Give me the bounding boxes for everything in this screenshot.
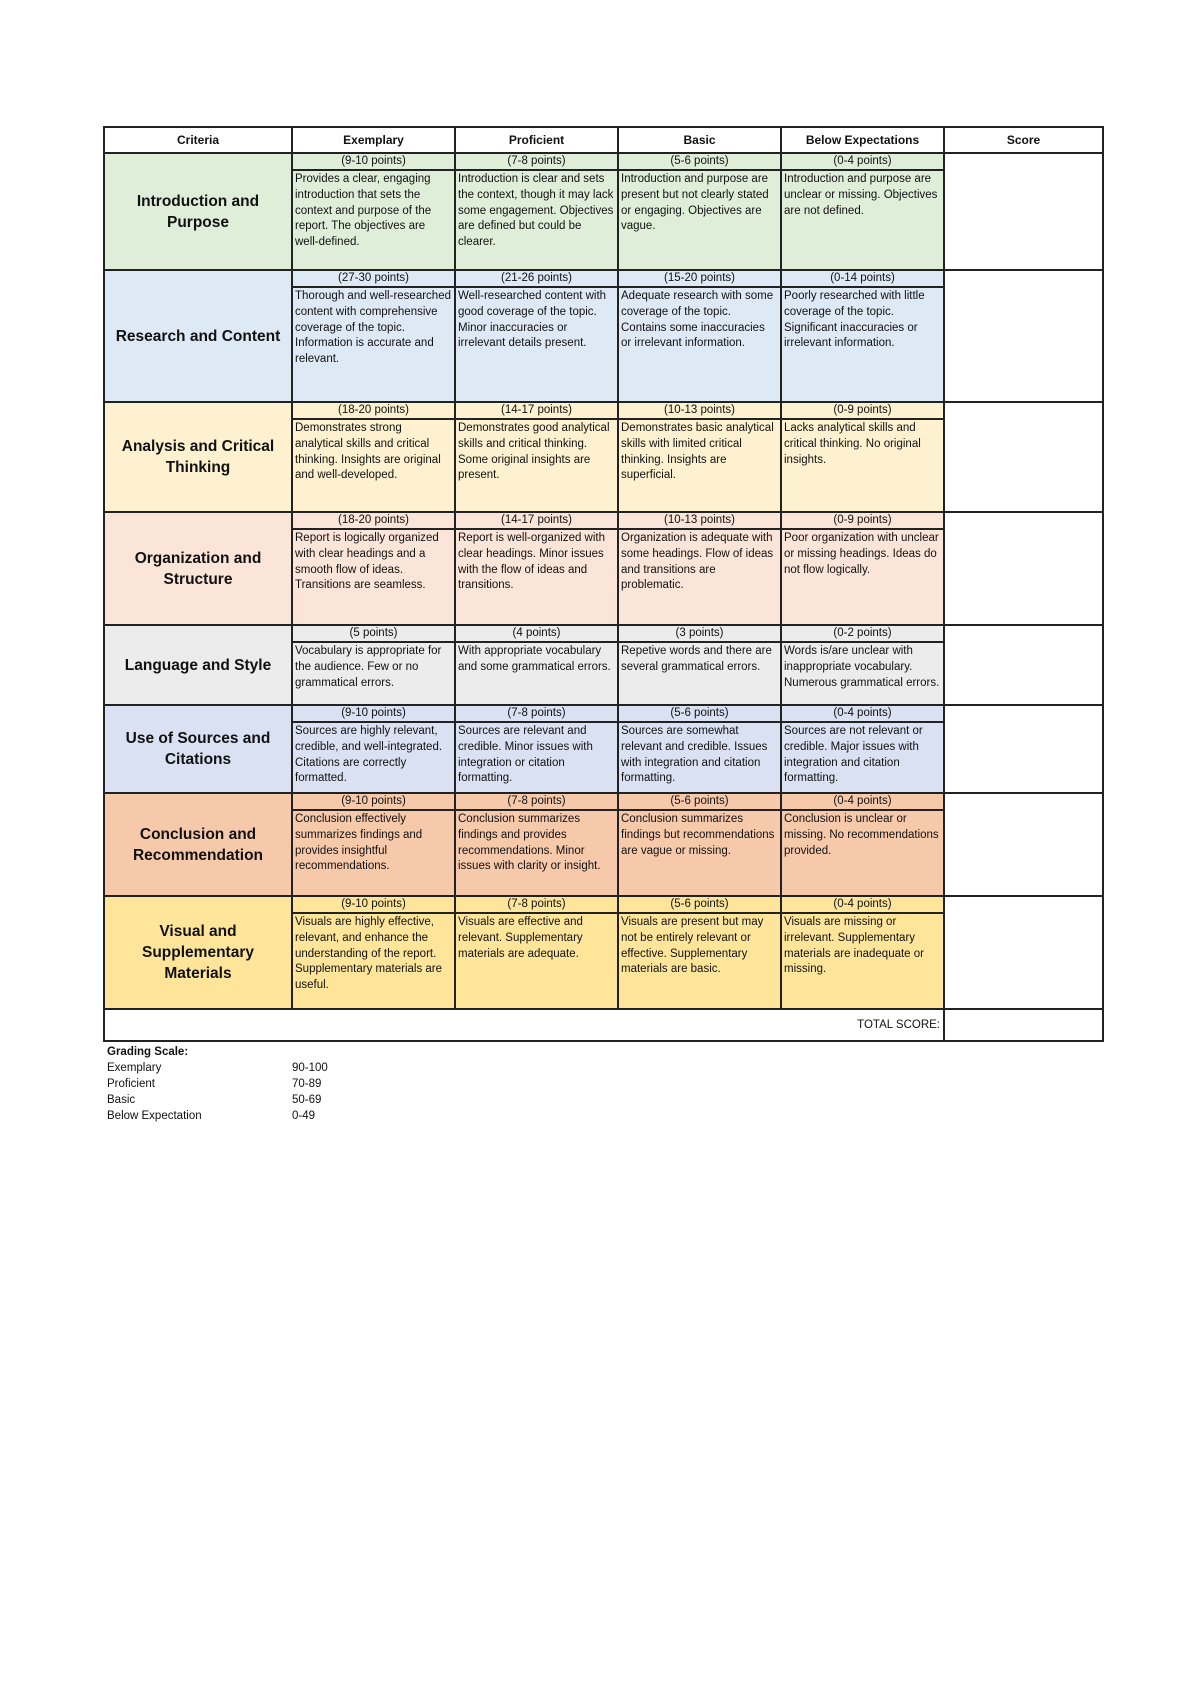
level-cell (781, 402, 944, 512)
rubric-row (104, 512, 1103, 625)
level-description: Visuals are missing or irrelevant. Supplementary materials are inadequate or missing. (784, 916, 924, 976)
header-basic: Basic (618, 127, 781, 153)
criterion-name: Conclusion and Recommendation (104, 793, 292, 896)
level-description: Demonstrates good analytical skills and critical thinking. Some original insights are present. (458, 422, 610, 482)
points-range: (7-8 points) (456, 706, 617, 723)
level-description: Conclusion is unclear or missing. No recommendations provided. (784, 813, 939, 857)
score-cell[interactable] (944, 705, 1103, 793)
level-description: Sources are somewhat relevant and credible. Issues with integration and citation formatting. (621, 725, 768, 785)
score-cell[interactable] (944, 402, 1103, 512)
points-range: (9-10 points) (293, 897, 454, 914)
level-cell (455, 270, 618, 402)
points-range: (14-17 points) (456, 403, 617, 420)
points-range: (0-4 points) (782, 897, 943, 914)
score-cell[interactable] (944, 793, 1103, 896)
level-description: Report is logically organized with clear headings and a smooth flow of ideas. Transitions are seamless. (295, 532, 439, 592)
points-range: (10-13 points) (619, 513, 780, 530)
level-description: Introduction is clear and sets the context, though it may lack some engagement. Objectives are defined but could be clearer. (458, 173, 614, 249)
level-description: Sources are relevant and credible. Minor issues with integration or citation formatting. (458, 725, 593, 785)
level-cell (455, 896, 618, 1009)
rubric-row (104, 705, 1103, 793)
level-cell (292, 896, 455, 1009)
level-cell (618, 270, 781, 402)
grading-scale-item (107, 1108, 328, 1124)
score-cell[interactable] (944, 896, 1103, 1009)
points-range: (5-6 points) (619, 897, 780, 914)
level-description: Organization is adequate with some headings. Flow of ideas and transitions are problematic. (621, 532, 774, 592)
rubric-row (104, 793, 1103, 896)
level-cell (455, 793, 618, 896)
level-description: Visuals are highly effective, relevant, and enhance the understanding of the report. Supplementary materials are useful. (295, 916, 443, 992)
score-cell[interactable] (944, 625, 1103, 705)
criterion-name: Organization and Structure (104, 512, 292, 625)
level-description: Provides a clear, engaging introduction that sets the context and purpose of the report. The objectives are well-defined. (295, 173, 432, 249)
level-description: Report is well-organized with clear headings. Minor issues with the flow of ideas and transitions. (458, 532, 606, 592)
level-cell (781, 625, 944, 705)
grading-scale-item (107, 1060, 328, 1076)
header-criteria: Criteria (104, 127, 292, 153)
points-range: (9-10 points) (293, 794, 454, 811)
level-description: Introduction and purpose are unclear or missing. Objectives are not defined. (784, 173, 938, 217)
level-description: Repetive words and there are several grammatical errors. (621, 645, 772, 673)
grading-scale (107, 1044, 328, 1124)
points-range: (27-30 points) (293, 271, 454, 288)
points-range: (9-10 points) (293, 706, 454, 723)
level-cell (455, 625, 618, 705)
grade-range: 70-89 (292, 1078, 322, 1090)
level-description: Words is/are unclear with inappropriate vocabulary. Numerous grammatical errors. (784, 645, 940, 689)
grade-label: Below Expectation (107, 1110, 202, 1122)
grade-range: 50-69 (292, 1094, 322, 1106)
level-description: Demonstrates basic analytical skills with limited critical thinking. Insights are superficial. (621, 422, 774, 482)
points-range: (7-8 points) (456, 154, 617, 171)
grading-scale-title: Grading Scale: (107, 1046, 189, 1058)
level-cell (618, 153, 781, 270)
level-cell (781, 793, 944, 896)
level-description: Lacks analytical skills and critical thinking. No original insights. (784, 422, 921, 466)
grade-range: 0-49 (292, 1110, 316, 1122)
level-cell (292, 625, 455, 705)
level-description: Conclusion summarizes findings but recommendations are vague or missing. (621, 813, 775, 857)
points-range: (0-4 points) (782, 154, 943, 171)
grade-range: 90-100 (292, 1062, 328, 1074)
points-range: (7-8 points) (456, 897, 617, 914)
score-cell[interactable] (944, 270, 1103, 402)
criterion-name: Language and Style (104, 625, 292, 705)
level-cell (618, 625, 781, 705)
level-cell (292, 270, 455, 402)
level-description: Well-researched content with good coverage of the topic. Minor inaccuracies or irrelevant details present. (458, 290, 607, 350)
criterion-name: Use of Sources and Citations (104, 705, 292, 793)
level-description: Conclusion summarizes findings and provides recommendations. Minor issues with clarity or insight. (458, 813, 601, 873)
points-range: (18-20 points) (293, 513, 454, 530)
level-cell (781, 705, 944, 793)
grading-scale-item (107, 1092, 328, 1108)
rubric-row (104, 270, 1103, 402)
level-cell (292, 153, 455, 270)
points-range: (15-20 points) (619, 271, 780, 288)
criterion-name: Introduction and Purpose (104, 153, 292, 270)
points-range: (0-9 points) (782, 513, 943, 530)
level-description: Adequate research with some coverage of the topic. Contains some inaccuracies or irrelevant information. (621, 290, 774, 350)
header-score: Score (944, 127, 1103, 153)
grade-label: Proficient (107, 1078, 155, 1090)
level-description: With appropriate vocabulary and some grammatical errors. (458, 645, 611, 673)
level-cell (455, 153, 618, 270)
score-cell[interactable] (944, 153, 1103, 270)
grade-label: Basic (107, 1094, 136, 1106)
level-cell (292, 402, 455, 512)
points-range: (5 points) (293, 626, 454, 643)
level-cell (781, 270, 944, 402)
rubric-row (104, 153, 1103, 270)
points-range: (0-14 points) (782, 271, 943, 288)
criterion-name: Research and Content (104, 270, 292, 402)
points-range: (10-13 points) (619, 403, 780, 420)
level-description: Thorough and well-researched content with comprehensive coverage of the topic. Information is accurate and relevant. (295, 290, 451, 366)
level-description: Sources are highly relevant, credible, and well-integrated. Citations are correctly formatted. (295, 725, 443, 785)
rubric-row (104, 625, 1103, 705)
level-description: Poorly researched with little coverage of the topic. Significant inaccuracies or irrelevant information. (784, 290, 925, 350)
level-cell (292, 705, 455, 793)
level-cell (618, 402, 781, 512)
total-score-cell[interactable] (944, 1009, 1103, 1041)
level-description: Poor organization with unclear or missing headings. Ideas do not flow logically. (784, 532, 939, 576)
criterion-name: Visual and Supplementary Materials (104, 896, 292, 1009)
level-description: Sources are not relevant or credible. Major issues with integration and citation formatting. (784, 725, 923, 785)
points-range: (3 points) (619, 626, 780, 643)
header-proficient: Proficient (455, 127, 618, 153)
score-cell[interactable] (944, 512, 1103, 625)
total-score-label: TOTAL SCORE: (104, 1009, 944, 1041)
points-range: (21-26 points) (456, 271, 617, 288)
points-range: (5-6 points) (619, 794, 780, 811)
level-description: Introduction and purpose are present but not clearly stated or engaging. Objectives are vague. (621, 173, 769, 233)
rubric-table (103, 126, 1104, 1042)
level-cell (455, 705, 618, 793)
rubric-row (104, 402, 1103, 512)
level-cell (618, 705, 781, 793)
level-cell (618, 896, 781, 1009)
rubric-row (104, 896, 1103, 1009)
criterion-name: Analysis and Critical Thinking (104, 402, 292, 512)
grading-scale-item (107, 1076, 328, 1092)
points-range: (9-10 points) (293, 154, 454, 171)
points-range: (0-4 points) (782, 794, 943, 811)
level-description: Conclusion effectively summarizes findings and provides insightful recommendations. (295, 813, 423, 873)
points-range: (0-9 points) (782, 403, 943, 420)
points-range: (18-20 points) (293, 403, 454, 420)
level-cell (455, 402, 618, 512)
points-range: (5-6 points) (619, 706, 780, 723)
header-below-expectations: Below Expectations (781, 127, 944, 153)
level-cell (618, 512, 781, 625)
level-cell (781, 512, 944, 625)
level-cell (455, 512, 618, 625)
header-exemplary: Exemplary (292, 127, 455, 153)
level-description: Visuals are present but may not be entirely relevant or effective. Supplementary materials are basic. (621, 916, 764, 976)
level-description: Vocabulary is appropriate for the audience. Few or no grammatical errors. (295, 645, 442, 689)
level-description: Visuals are effective and relevant. Supplementary materials are adequate. (458, 916, 583, 960)
points-range: (0-4 points) (782, 706, 943, 723)
header-row (104, 127, 1103, 153)
points-range: (14-17 points) (456, 513, 617, 530)
level-cell (618, 793, 781, 896)
points-range: (4 points) (456, 626, 617, 643)
points-range: (7-8 points) (456, 794, 617, 811)
grading-scale-list (107, 1060, 328, 1124)
points-range: (0-2 points) (782, 626, 943, 643)
grade-label: Exemplary (107, 1062, 162, 1074)
level-cell (781, 896, 944, 1009)
points-range: (5-6 points) (619, 154, 780, 171)
level-cell (292, 512, 455, 625)
level-cell (781, 153, 944, 270)
level-description: Demonstrates strong analytical skills and critical thinking. Insights are original and well-developed. (295, 422, 441, 482)
total-row (104, 1009, 1103, 1041)
level-cell (292, 793, 455, 896)
